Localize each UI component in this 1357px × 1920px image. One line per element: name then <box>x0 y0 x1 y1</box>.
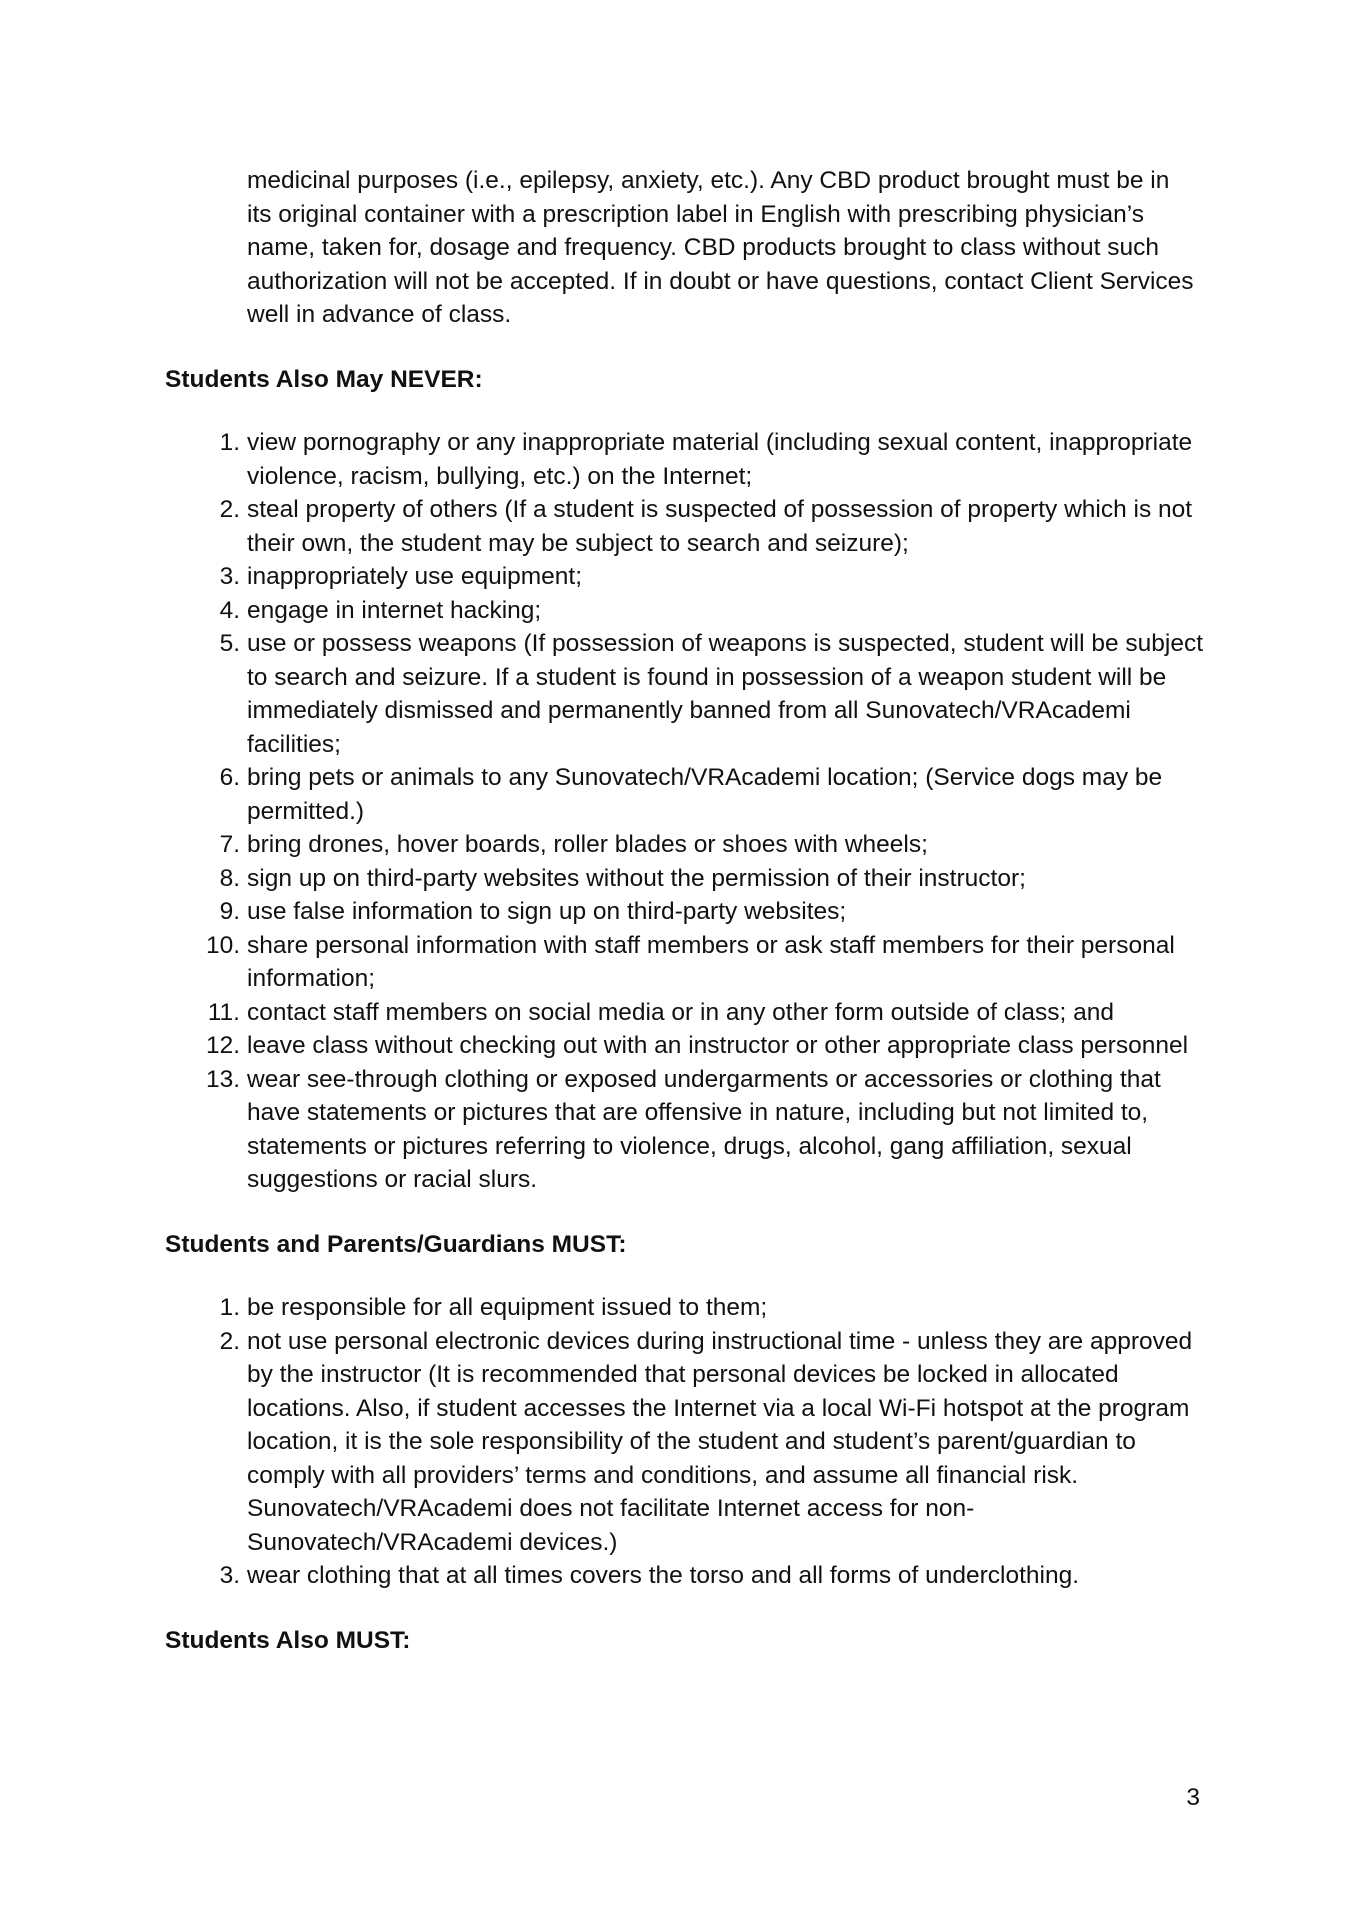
list-item <box>165 493 1205 560</box>
list-item-number: 2. <box>219 1327 240 1355</box>
section-heading-students-must: Students Also MUST: <box>165 1626 411 1654</box>
section-heading-students-parents-must: Students and Parents/Guardians MUST: <box>165 1230 627 1258</box>
list-item <box>165 761 1205 828</box>
list-item-text: share personal information with staff members or ask staff members for their personal information; <box>247 931 1175 992</box>
list-item-text: bring pets or animals to any Sunovatech/VRAcademi location; (Service dogs may be permitted.) <box>247 764 1163 825</box>
list-item-text: wear clothing that at all times covers the torso and all forms of underclothing. <box>247 1562 1080 1589</box>
list-item-text: inappropriately use equipment; <box>247 563 583 590</box>
list-item <box>165 426 1205 493</box>
list-item <box>165 929 1205 996</box>
list-item-text: use or possess weapons (If possession of weapons is suspected, student will be subject to search and seizure. If a student is found in possession of a weapon student will be immediately dismissed and permanently banned from all Sunovatech/VRAcademi facilities; <box>247 630 1204 758</box>
list-item <box>165 1559 1205 1593</box>
list-item-number: 12. <box>205 1032 240 1059</box>
list-item <box>165 594 1205 628</box>
list-item-text: be responsible for all equipment issued to them; <box>247 1294 768 1321</box>
list-item-text: engage in internet hacking; <box>247 596 542 624</box>
list-item-text: view pornography or any inappropriate material (including sexual content, inappropriate violence, racism, bullying, etc.) on the Internet; <box>247 429 1193 490</box>
list-item-text: leave class without checking out with an instructor or other appropriate class personnel <box>247 1032 1189 1059</box>
list-item-number: 1. <box>219 429 240 456</box>
list-item-text: steal property of others (If a student is suspected of possession of property which is not their own, the student may be subject to search and seizure); <box>247 496 1193 557</box>
section-heading-students-never: Students Also May NEVER: <box>165 365 483 393</box>
list-item-text: use false information to sign up on third-party websites; <box>247 898 847 925</box>
list-item <box>165 1291 1205 1325</box>
list-item <box>165 895 1205 929</box>
list-item-number: 8. <box>219 864 240 892</box>
list-item-number: 9. <box>219 898 240 925</box>
list-students-parents-must <box>165 1291 1205 1593</box>
page-number: 3 <box>1186 1784 1200 1811</box>
list-item <box>165 862 1205 896</box>
page-content <box>165 164 1205 1687</box>
list-item-number: 13. <box>205 1065 240 1093</box>
list-item-number: 3. <box>219 1562 240 1589</box>
list-item-number: 10. <box>205 931 240 959</box>
list-item-text: wear see-through clothing or exposed undergarments or accessories or clothing that have statements or pictures that are offensive in nature, including but not limited to, statements or pictures referring to violence, drugs, alcohol, gang affiliation, sexual suggestions or racial slurs. <box>247 1065 1161 1193</box>
list-item-number: 4. <box>219 596 240 624</box>
list-item-text: bring drones, hover boards, roller blades or shoes with wheels; <box>247 831 928 858</box>
list-item-number: 7. <box>219 831 240 858</box>
list-item <box>165 1325 1205 1560</box>
list-item-number: 11. <box>207 998 240 1026</box>
list-item-number: 2. <box>219 496 240 523</box>
list-item <box>165 1063 1205 1197</box>
list-item-text: not use personal electronic devices during instructional time - unless they are approved by the instructor (It is recommended that personal devices be locked in allocated locations. Also, if student accesses the Internet via a local Wi-Fi hotspot at the program location, it is the sole responsibility of the student and student’s parent/guardian to comply with all providers’ terms and conditions, and assume all financial risk. Sunovatech/VRAcademi does not facilitate Internet access for non-Sunovatech/VRAcademi devices.) <box>247 1327 1193 1556</box>
list-item-text: sign up on third-party websites without the permission of their instructor; <box>247 864 1026 892</box>
list-item-number: 5. <box>219 630 240 657</box>
list-item <box>165 1029 1205 1063</box>
list-item <box>165 560 1205 594</box>
list-students-never <box>165 426 1205 1197</box>
list-item <box>165 627 1205 761</box>
intro-paragraph: medicinal purposes (i.e., epilepsy, anxiety, etc.). Any CBD product brought must be in its original container with a prescription label in English with prescribing physician’s name, taken for, dosage and frequency. CBD products brought to class without such authorization will not be accepted. If in doubt or have questions, contact Client Services well in advance of class. <box>247 167 1194 328</box>
list-item-number: 1. <box>219 1294 240 1321</box>
list-item-number: 6. <box>219 764 240 791</box>
list-item-number: 3. <box>219 563 240 590</box>
list-item <box>165 996 1205 1030</box>
list-item-text: contact staff members on social media or in any other form outside of class; and <box>247 998 1114 1026</box>
list-item <box>165 828 1205 862</box>
